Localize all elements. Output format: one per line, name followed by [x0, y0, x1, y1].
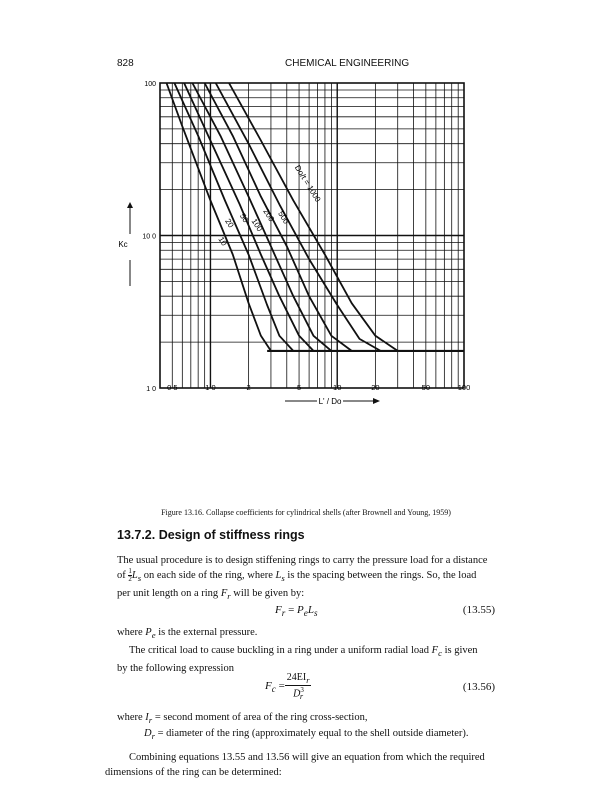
equation-number: (13.55) — [462, 604, 495, 616]
x-tick-label: 1 0 — [205, 383, 216, 392]
curve-labels — [216, 207, 291, 248]
x-tick-label: 10 — [333, 383, 342, 392]
equation-13-56: $F_c$ = $\frac{24EI_r}{D^3_r}$ (13.56) — [265, 672, 495, 702]
y-tick-label: 100 — [144, 81, 156, 88]
x-tick-label: 50 — [421, 383, 431, 392]
x-axis-arrowhead — [373, 398, 380, 404]
x-tick-label: 5 — [296, 383, 302, 392]
x-tick-label: 2 — [246, 383, 251, 392]
curve-label-20: 20 — [223, 217, 236, 230]
curve-1000 — [229, 83, 398, 351]
curve-label-500: 500 — [276, 209, 291, 226]
where-Ir-line: where $I_r$ = second moment of area of the ring cross-section, — [117, 712, 368, 726]
curve-label-100: 100 — [249, 217, 265, 234]
curve-100 — [192, 83, 331, 351]
equation-number: (13.56) — [462, 681, 495, 693]
y-tick-label: 1 0 — [146, 386, 156, 393]
where-Dr-line: $D_r$ = diameter of the ring (approximately equal to the shell outside diameter). — [144, 728, 469, 742]
p1-line2-mid: on each side of the ring, where — [141, 570, 276, 581]
p1-line1: The usual procedure is to design stiffening rings to carry the pressure load for a distance — [117, 555, 488, 566]
paragraph-1: The usual procedure is to design stiffening rings to carry the pressure load for a distance of $\frac{1}{2}$ $L_s$ on each side of the ring, where $L_s$ is the spacing between the rings. So, the load per unit length on a ring $F_r$ will be given by: — [117, 555, 488, 602]
y-axis-label: Kc — [118, 240, 128, 249]
curve-family-label: Do/t = 1000 — [292, 163, 323, 204]
section-heading: 13.7.2. Design of stiffness rings — [117, 528, 305, 542]
curve-label-200: 200 — [261, 207, 277, 224]
curve-label-10: 10 — [216, 235, 229, 248]
fraction-one-half: $\frac{1}{2}$ — [128, 567, 132, 584]
p1-line3-a: per unit length on a ring — [117, 588, 221, 600]
symbol-Ls: L — [275, 570, 282, 581]
y-tick-labels — [142, 81, 156, 393]
x-tick-label: 100 — [457, 383, 471, 392]
y-axis-arrowhead — [127, 202, 133, 208]
collapse-coefficient-chart — [110, 72, 510, 498]
p1-line2-end: is the spacing between the rings. So, the load — [284, 570, 477, 581]
curve-label-50: 50 — [237, 211, 251, 225]
running-title: CHEMICAL ENGINEERING — [285, 58, 410, 69]
x-tick-label: 20 — [371, 383, 380, 392]
p1-line3-b: will be given by: — [230, 588, 305, 600]
paragraph-2: where $P_e$ is the external pressure. The critical load to cause buckling in a ring under a uniform radial load $F_c$ is given by the following expression — [117, 627, 478, 675]
x-axis-label: L' / Do — [318, 397, 342, 406]
p1-of: of — [117, 570, 126, 581]
figure-caption: Figure 13.16. Collapse coefficients for cylindrical shells (after Brownell and Young, 1959) — [161, 508, 451, 517]
page-number: 828 — [117, 58, 134, 69]
fraction-24EIr-over-Dr3: $\frac{24EI_r}{D^3_r}$ — [286, 672, 310, 702]
paragraph-3: Combining equations 13.55 and 13.56 will give an equation from which the required dimensions of the ring can be determined: — [105, 752, 485, 778]
running-header — [117, 58, 497, 72]
symbol-L: L — [131, 570, 138, 581]
equation-13-55: $F_r = P_eL_s$ (13.55) — [275, 604, 495, 619]
x-tick-label: 0 5 — [167, 383, 178, 392]
y-tick-label: 10 0 — [142, 233, 156, 241]
